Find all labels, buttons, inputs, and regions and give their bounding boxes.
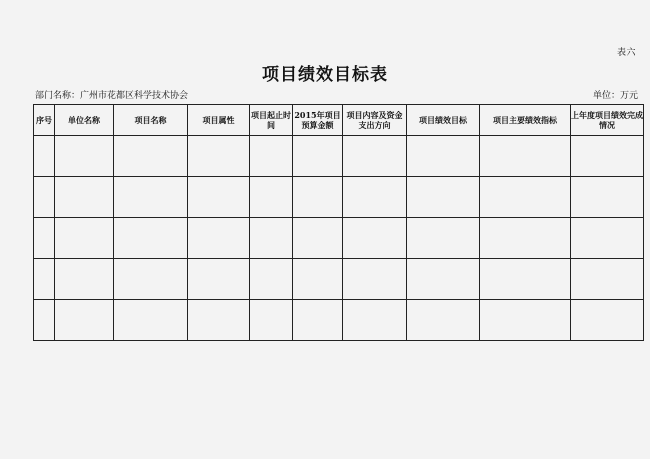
table-cell (250, 218, 293, 259)
table-cell (55, 259, 114, 300)
table-row (34, 259, 644, 300)
table-cell (34, 300, 55, 341)
column-header-index: 序号 (34, 105, 55, 136)
table-cell (293, 177, 343, 218)
table-cell (480, 218, 571, 259)
table-cell (114, 177, 188, 218)
column-header-project-period: 项目起止时间 (250, 105, 293, 136)
table-cell (407, 259, 480, 300)
table-cell (114, 300, 188, 341)
table-cell (571, 259, 644, 300)
table-cell (55, 136, 114, 177)
table-cell (188, 259, 250, 300)
table-cell (571, 300, 644, 341)
table-cell (571, 218, 644, 259)
column-header-project-attribute: 项目属性 (188, 105, 250, 136)
table-cell (343, 136, 407, 177)
table-cell (34, 136, 55, 177)
table-row (34, 300, 644, 341)
table-cell (407, 300, 480, 341)
table-cell (407, 218, 480, 259)
column-header-budget-2015: 2015年项目预算金额 (293, 105, 343, 136)
table-row (34, 177, 644, 218)
column-header-unit-name: 单位名称 (55, 105, 114, 136)
table-cell (343, 300, 407, 341)
table-cell (250, 136, 293, 177)
table-cell (343, 259, 407, 300)
table-cell (293, 136, 343, 177)
table-row (34, 136, 644, 177)
table-number: 表六 (616, 48, 636, 58)
unit-label: 单位：万元 (592, 91, 638, 101)
table-cell (55, 218, 114, 259)
column-header-main-indicators: 项目主要绩效指标 (480, 105, 571, 136)
table-cell (480, 177, 571, 218)
table-cell (55, 300, 114, 341)
table-cell (480, 259, 571, 300)
table-cell (114, 136, 188, 177)
column-header-last-year-completion: 上年度项目绩效完成情况 (571, 105, 644, 136)
table-cell (407, 177, 480, 218)
table-cell (34, 177, 55, 218)
table-cell (250, 259, 293, 300)
table-cell (250, 177, 293, 218)
table-cell (293, 300, 343, 341)
table-cell (188, 177, 250, 218)
table-cell (250, 300, 293, 341)
table-cell (293, 218, 343, 259)
table-cell (34, 259, 55, 300)
page-title: 项目绩效目标表 (262, 65, 388, 85)
column-header-project-name: 项目名称 (114, 105, 188, 136)
table-cell (343, 177, 407, 218)
table-cell (188, 136, 250, 177)
table-cell (343, 218, 407, 259)
table-cell (188, 300, 250, 341)
table-cell (188, 218, 250, 259)
table-cell (480, 300, 571, 341)
table-cell (114, 259, 188, 300)
table-cell (293, 259, 343, 300)
table-cell (34, 218, 55, 259)
performance-table (33, 104, 644, 341)
table-row (34, 218, 644, 259)
column-header-performance-goal: 项目绩效目标 (407, 105, 480, 136)
table-cell (571, 177, 644, 218)
table-cell (571, 136, 644, 177)
table-cell (407, 136, 480, 177)
table-cell (480, 136, 571, 177)
column-header-content-and-spending: 项目内容及资金支出方向 (343, 105, 407, 136)
table-cell (114, 218, 188, 259)
table-header-row (34, 105, 644, 136)
department-name: 部门名称：广州市花都区科学技术协会 (35, 91, 189, 101)
table-cell (55, 177, 114, 218)
